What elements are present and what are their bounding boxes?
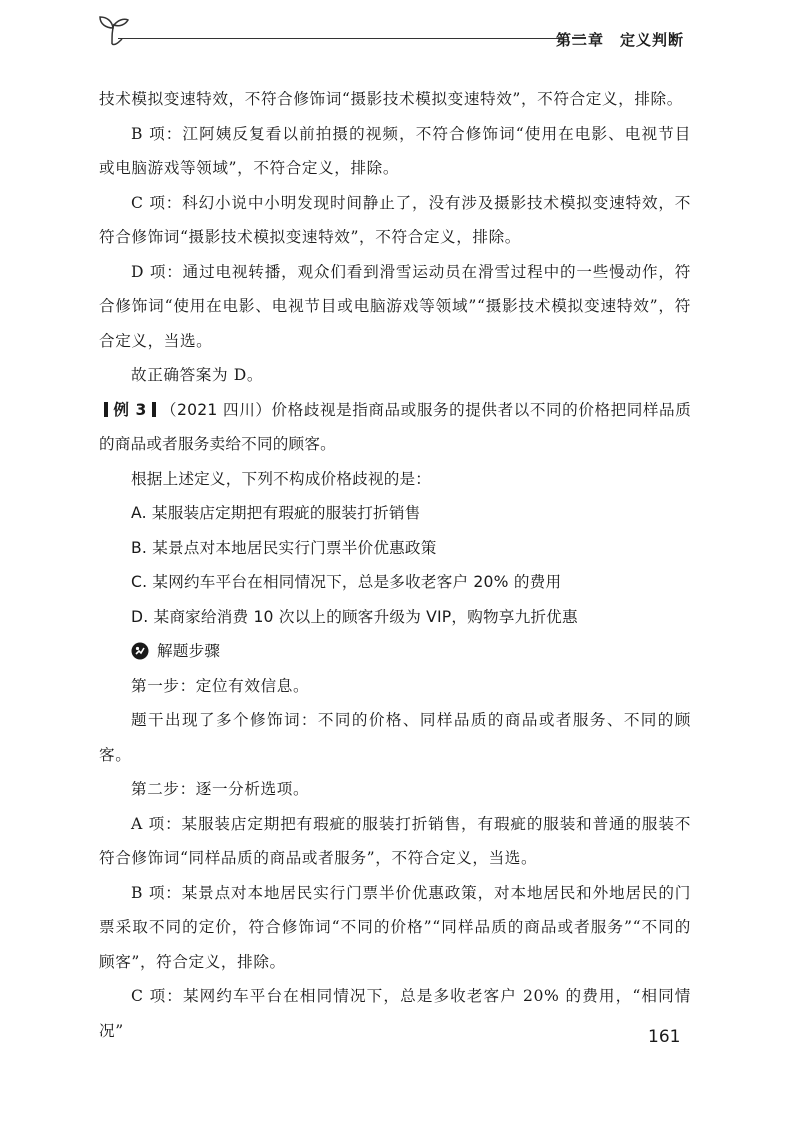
solution-heading-row: [131, 634, 691, 669]
example-bar-left: [104, 402, 108, 417]
option-d: D. 某商家给消费 10 次以上的顾客升级为 VIP，购物享九折优惠: [131, 607, 578, 626]
sprout-icon: [92, 12, 132, 46]
solution-option-b: B 项：某景点对本地居民实行门票半价优惠政策，对本地居民和外地居民的门票采取不同的定价，符合修饰词“不同的价格”“同样品质的商品或者服务”“不同的顾客”，符合定义，排除。: [99, 883, 691, 971]
page-header: [0, 0, 800, 60]
example-question: 根据上述定义，下列不构成价格歧视的是：: [131, 469, 432, 488]
page-body: [99, 82, 691, 1048]
chapter-section: 定义判断: [619, 31, 684, 49]
example-definition-paragraph: [99, 393, 691, 462]
step-two: 第二步：逐一分析选项。: [131, 780, 310, 798]
analysis-option-b: B 项：江阿姨反复看以前拍摄的视频，不符合修饰词“使用在电影、电视节目或电脑游戏等领域”，不符合定义，排除。: [99, 124, 691, 177]
solution-heading: 解题步骤: [157, 642, 221, 660]
solution-option-a: A 项：某服装店定期把有瑕疵的服装打折销售，有瑕疵的服装和普通的服装不符合修饰词“同样品质的商品或者服务”，不符合定义，当选。: [99, 814, 691, 867]
option-c: C. 某网约车平台在相同情况下，总是多收老客户 20% 的费用: [131, 573, 562, 591]
chapter-number: 第二章: [555, 31, 604, 49]
example-bar-right: [152, 402, 156, 417]
answer-line: 故正确答案为 D。: [131, 366, 264, 384]
analysis-option-c: C 项：科幻小说中小明发现时间静止了，没有涉及摄影技术模拟变速特效，不符合修饰词“摄影技术模拟变速特效”，不符合定义，排除。: [99, 193, 691, 246]
step-one-text: 题干出现了多个修饰词：不同的价格、同样品质的商品或者服务、不同的顾客。: [99, 711, 691, 764]
example-definition: 价格歧视是指商品或服务的提供者以不同的价格把同样品质的商品或者服务卖给不同的顾客。: [99, 400, 691, 453]
paragraph-continued: 技术模拟变速特效，不符合修饰词“摄影技术模拟变速特效”，不符合定义，排除。: [99, 90, 683, 108]
option-a: A. 某服装店定期把有瑕疵的服装打折销售: [131, 504, 421, 522]
analysis-option-d: D 项：通过电视转播，观众们看到滑雪运动员在滑雪过程中的一些慢动作，符合修饰词“使用在电影、电视节目或电脑游戏等领域”“摄影技术模拟变速特效”，符合定义，当选。: [99, 262, 691, 350]
example-tag: 例 3: [113, 400, 147, 419]
header-rule: [118, 38, 564, 39]
chapter-title: [556, 29, 684, 50]
example-source: （2021 四川）: [160, 400, 272, 419]
solution-steps-icon: [131, 642, 149, 660]
solution-option-c: C 项：某网约车平台在相同情况下，总是多收老客户 20% 的费用，“相同情况”: [99, 987, 691, 1040]
step-one: 第一步：定位有效信息。: [131, 676, 310, 695]
page-number: 161: [648, 1027, 681, 1047]
option-b: B. 某景点对本地居民实行门票半价优惠政策: [131, 538, 437, 557]
